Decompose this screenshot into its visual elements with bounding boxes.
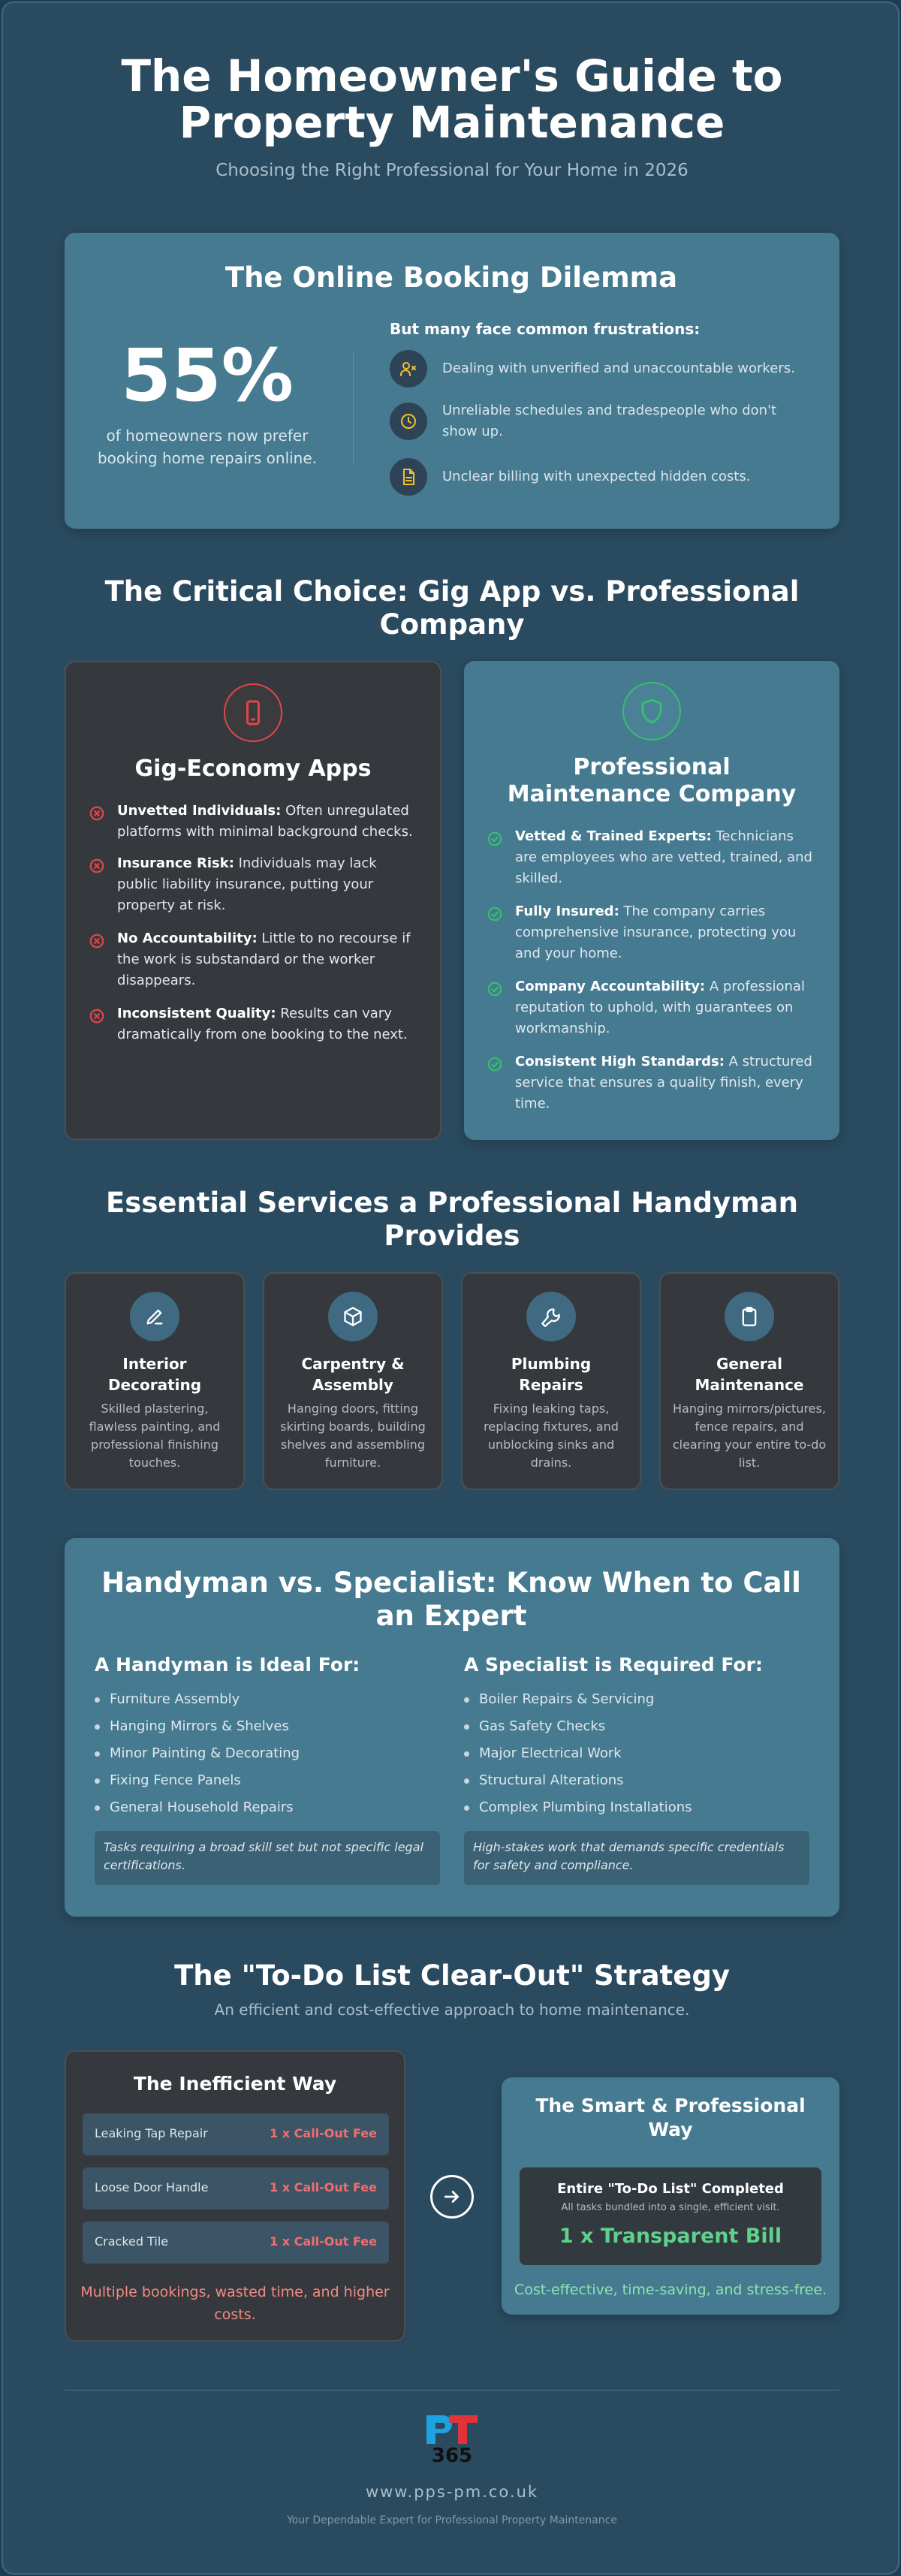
hs-title: Handyman vs. Specialist: Know When to Call an Expert: [101, 1567, 801, 1632]
smart-box-title: Entire "To-Do List" Completed: [557, 2181, 784, 2197]
document-icon: [390, 458, 427, 496]
user-x-icon: [390, 350, 427, 388]
inefficient-title: The Inefficient Way: [133, 2073, 337, 2095]
fee-row: [83, 2113, 389, 2155]
fee-row-fee: 1 x Call-Out Fee: [270, 2126, 377, 2140]
gig-item: Inconsistent Quality: Results can vary dramatically from one booking to the next.: [89, 1003, 419, 1048]
service-description: Fixing leaking taps, replacing fixtures, and unblocking sinks and drains.: [484, 1401, 619, 1470]
pro-item: Company Accountability: A professional reputation to uphold, with guarantees on workmanship.: [487, 976, 817, 1044]
booking-title: The Online Booking Dilemma: [224, 261, 678, 294]
specialist-list-item: Complex Plumbing Installations: [464, 1799, 794, 1819]
smart-title: The Smart & Professional Way: [535, 2095, 806, 2140]
professional-company-card: [464, 661, 839, 1140]
service-card-carpentry: [263, 1272, 443, 1490]
smartphone-icon: [240, 699, 267, 726]
fee-row: [83, 2167, 389, 2210]
handyman-list-item: Minor Painting & Decorating: [95, 1745, 425, 1765]
todo-subtitle: An efficient and cost-effective approach to home maintenance.: [214, 2001, 690, 2019]
arrow-right-icon: [430, 2175, 474, 2219]
company-logo: [423, 2412, 481, 2465]
services-section-title: Essential Services a Professional Handyman Provides: [106, 1187, 798, 1252]
check-circle-icon: [487, 831, 503, 847]
gig-item: Insurance Risk: Individuals may lack public liability insurance, putting your property at risk.: [89, 853, 419, 921]
gig-economy-card: [65, 661, 441, 1140]
booking-dilemma-card: [65, 233, 839, 529]
pencil-icon: [130, 1292, 179, 1341]
smart-box-bill: 1 x Transparent Bill: [559, 2225, 782, 2248]
service-card-plumbing: [461, 1272, 641, 1490]
frustrations-heading: But many face common frustrations:: [390, 320, 701, 338]
specialist-list-item: Structural Alterations: [464, 1772, 794, 1792]
specialist-list-item: Boiler Repairs & Servicing: [464, 1691, 794, 1711]
stat-value: 55%: [121, 333, 294, 418]
fee-row-label: Leaking Tap Repair: [95, 2126, 208, 2140]
pro-item: Consistent High Standards: A structured service that ensures a quality finish, every time.: [487, 1051, 817, 1119]
infographic-page: [2, 2, 899, 2574]
specialist-list-item: Gas Safety Checks: [464, 1718, 794, 1738]
handyman-list-item: Fixing Fence Panels: [95, 1772, 425, 1792]
divider: [353, 353, 354, 466]
service-description: Skilled plastering, flawless painting, and professional finishing touches.: [89, 1401, 221, 1470]
specialist-list-item: Major Electrical Work: [464, 1745, 794, 1765]
pro-item: Vetted & Trained Experts: Technicians are employees who are vetted, trained, and skilled.: [487, 826, 817, 894]
gig-item: Unvetted Individuals: Often unregulated platforms with minimal background checks.: [89, 801, 419, 846]
handyman-list-item: Hanging Mirrors & Shelves: [95, 1718, 425, 1738]
service-title: General Maintenance: [695, 1355, 804, 1394]
service-card-interior-decorating: [65, 1272, 245, 1490]
fee-row-label: Cracked Tile: [95, 2234, 169, 2249]
fee-row-label: Loose Door Handle: [95, 2180, 209, 2194]
inefficient-way-card: [65, 2050, 405, 2342]
page-subtitle: Choosing the Right Professional for Your Home in 2026: [215, 161, 689, 180]
handyman-list-item: General Household Repairs: [95, 1799, 425, 1819]
fee-row-fee: 1 x Call-Out Fee: [270, 2180, 377, 2194]
frustration-item: [390, 458, 810, 500]
frustration-text: Unreliable schedules and tradespeople who don't show up.: [442, 403, 777, 439]
todo-title: The "To-Do List Clear-Out" Strategy: [174, 1959, 730, 1992]
fee-row: [83, 2222, 389, 2264]
footer-url[interactable]: www.pps-pm.co.uk: [365, 2483, 539, 2501]
clock-icon: [390, 403, 427, 440]
pro-item: Fully Insured: The company carries comprehensive insurance, protecting you and your home.: [487, 901, 817, 969]
service-title: Plumbing Repairs: [511, 1355, 592, 1394]
service-description: Hanging mirrors/pictures, fence repairs, and clearing your entire to-do list.: [672, 1401, 827, 1470]
gig-icon-container: [66, 683, 440, 742]
wrench-icon: [526, 1292, 576, 1341]
stat-text: of homeowners now prefer booking home repairs online.: [97, 427, 318, 467]
gig-item: No Accountability: Little to no recourse if the work is substandard or the worker disappears.: [89, 928, 419, 996]
page-title: The Homeowner's Guide to Property Maintenance: [121, 50, 783, 148]
box-icon: [328, 1292, 378, 1341]
x-circle-icon: [89, 933, 105, 949]
specialist-heading: A Specialist is Required For:: [464, 1654, 763, 1676]
x-circle-icon: [89, 805, 105, 822]
smart-summary-box: [520, 2167, 821, 2265]
service-card-general-maintenance: [659, 1272, 839, 1490]
svg-text:365: 365: [431, 2445, 473, 2465]
service-title: Carpentry & Assembly: [301, 1355, 405, 1394]
shield-icon: [638, 698, 665, 725]
handyman-list-item: Furniture Assembly: [95, 1691, 425, 1711]
x-circle-icon: [89, 1008, 105, 1024]
service-title: Interior Decorating: [107, 1355, 202, 1394]
footer-tagline: Your Dependable Expert for Professional Property Maintenance: [287, 2514, 617, 2526]
smart-footer: Cost-effective, time-saving, and stress-free.: [514, 2282, 827, 2298]
frustration-text: Dealing with unverified and unaccountable workers.: [442, 360, 795, 376]
gig-title: Gig-Economy Apps: [134, 756, 372, 782]
smart-box-subtitle: All tasks bundled into a single, efficient visit.: [561, 2202, 780, 2213]
x-circle-icon: [89, 858, 105, 874]
fee-row-fee: 1 x Call-Out Fee: [270, 2234, 377, 2249]
frustration-item: [390, 403, 810, 448]
service-description: Hanging doors, fitting skirting boards, building shelves and assembling furniture.: [280, 1401, 426, 1470]
frustration-text: Unclear billing with unexpected hidden costs.: [442, 469, 751, 484]
pro-title: Professional Maintenance Company: [507, 754, 797, 807]
check-circle-icon: [487, 1056, 503, 1072]
choice-section-title: The Critical Choice: Gig App vs. Professional Company: [104, 575, 800, 641]
specialist-note: High-stakes work that demands specific credentials for safety and compliance.: [464, 1831, 809, 1885]
handyman-vs-specialist-card: [65, 1538, 839, 1917]
frustration-item: [390, 350, 810, 392]
clipboard-icon: [725, 1292, 774, 1341]
check-circle-icon: [487, 906, 503, 922]
handyman-note: Tasks requiring a broad skill set but not specific legal certifications.: [95, 1831, 440, 1885]
check-circle-icon: [487, 981, 503, 997]
handyman-heading: A Handyman is Ideal For:: [95, 1654, 360, 1676]
pro-icon-container: [464, 682, 839, 741]
inefficient-footer: Multiple bookings, wasted time, and higher costs.: [80, 2284, 390, 2323]
smart-way-card: [502, 2077, 839, 2315]
